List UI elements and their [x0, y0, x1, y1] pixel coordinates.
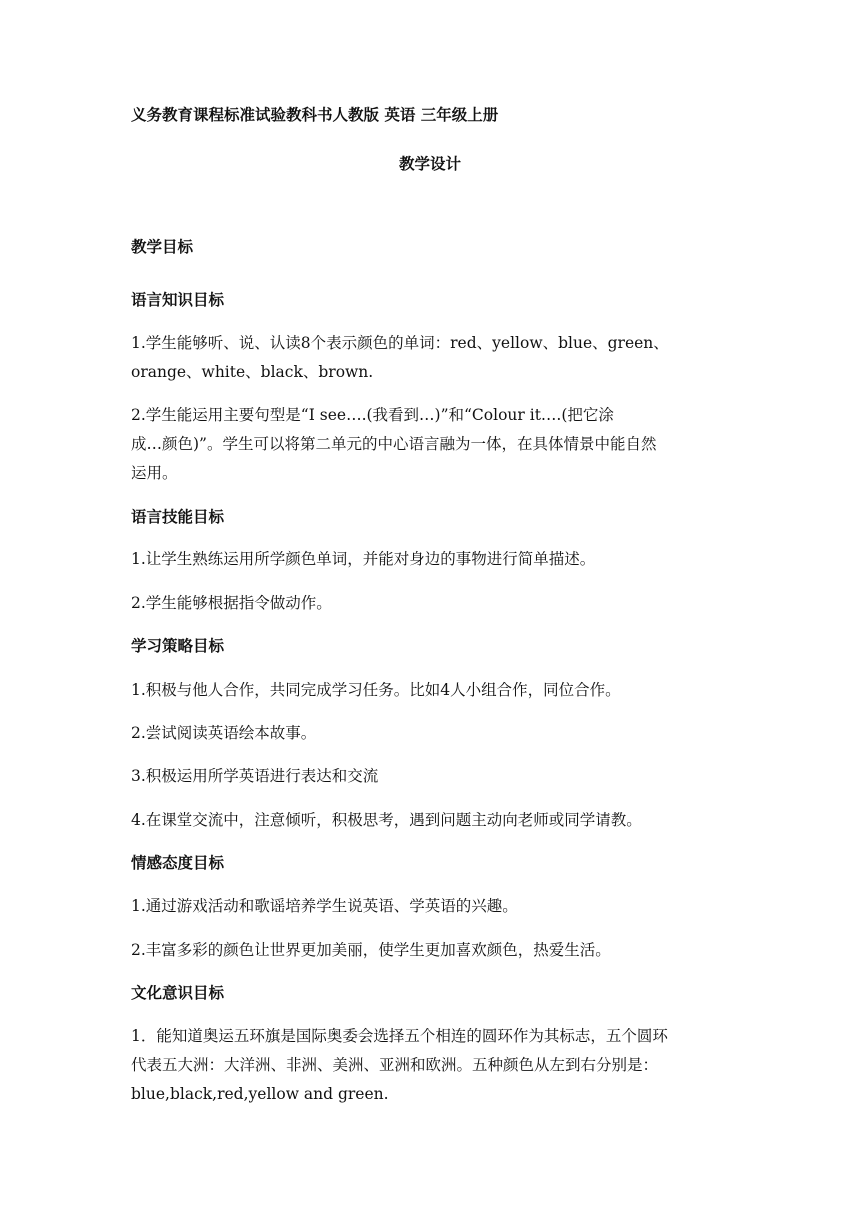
culture-item-1-line-2: 代表五大洲：大洋洲、非洲、美洲、亚洲和欧洲。五种颜色从左到右分别是：: [131, 1056, 659, 1074]
strategy-item-3: 3.积极运用所学英语进行表达和交流: [131, 767, 379, 785]
knowledge-item-2-line-3: 运用。: [131, 464, 178, 482]
knowledge-item-2-line-2: 成…颜色)”。学生可以将第二单元的中心语言融为一体，在具体情景中能自然: [131, 435, 657, 453]
culture-item-1-line-1: 1．能知道奥运五环旗是国际奥委会选择五个相连的圆环作为其标志，五个圆环: [131, 1027, 668, 1045]
culture-item-1-line-3: blue,black,red,yellow and green.: [131, 1085, 389, 1103]
skills-item-2: 2.学生能够根据指令做动作。: [131, 594, 332, 612]
document-subtitle: 教学设计: [398, 155, 461, 173]
heading-emotional-attitude: 情感态度目标: [131, 854, 225, 872]
strategy-item-1: 1.积极与他人合作，共同完成学习任务。比如4人小组合作，同位合作。: [131, 681, 621, 699]
knowledge-item-1-line-2: orange、white、black、brown.: [131, 363, 374, 381]
heading-language-knowledge: 语言知识目标: [131, 291, 225, 309]
skills-item-1: 1.让学生熟练运用所学颜色单词，并能对身边的事物进行简单描述。: [131, 550, 596, 568]
emotion-item-1: 1.通过游戏活动和歌谣培养学生说英语、学英语的兴趣。: [131, 897, 518, 915]
heading-learning-strategy: 学习策略目标: [131, 637, 225, 655]
emotion-item-2: 2.丰富多彩的颜色让世界更加美丽，使学生更加喜欢颜色，热爱生活。: [131, 941, 611, 959]
strategy-item-2: 2.尝试阅读英语绘本故事。: [131, 724, 317, 742]
heading-teaching-goals: 教学目标: [131, 238, 194, 256]
strategy-item-4: 4.在课堂交流中，注意倾听，积极思考，遇到问题主动向老师或同学请教。: [131, 811, 642, 829]
knowledge-item-2-line-1: 2.学生能运用主要句型是“I see….(我看到…)”和“Colour it….(把它涂: [131, 406, 614, 424]
heading-language-skills: 语言技能目标: [131, 508, 225, 526]
heading-cultural-awareness: 文化意识目标: [131, 984, 225, 1002]
knowledge-item-1-line-1: 1.学生能够听、说、认读8个表示颜色的单词：red、yellow、blue、green、: [131, 334, 669, 352]
document-title: 义务教育课程标准试验教科书人教版 英语 三年级上册: [131, 106, 499, 124]
